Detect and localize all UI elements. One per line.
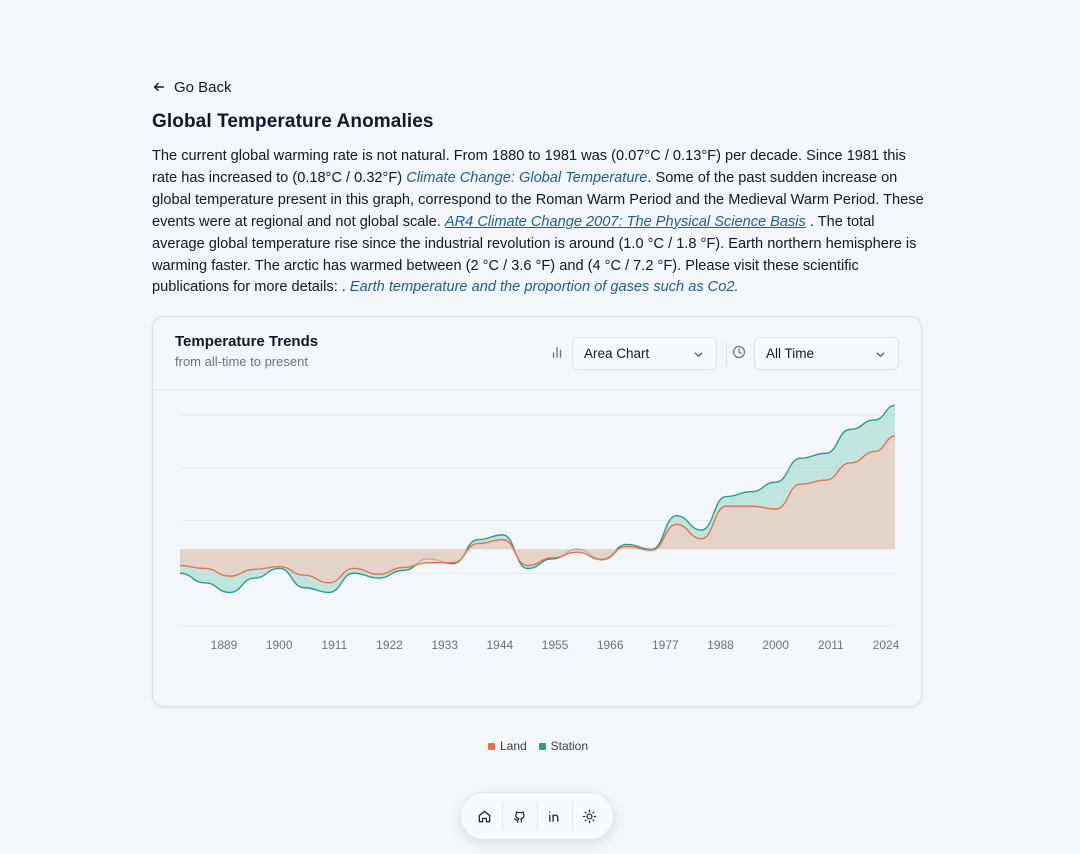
x-tick-label: 1944 (486, 638, 514, 652)
x-tick-label: 1911 (321, 638, 348, 652)
legend-label-land: Land (499, 739, 527, 753)
legend-item-land[interactable] (488, 739, 527, 753)
chart-legend (153, 739, 923, 753)
go-back-label: Go Back (174, 78, 232, 96)
chevron-down-icon (693, 349, 704, 360)
linkedin-icon (547, 809, 562, 824)
description-paragraph (152, 146, 924, 299)
x-tick-label: 1933 (431, 638, 459, 652)
x-tick-label: 1889 (210, 638, 238, 652)
linkedin-button[interactable] (541, 802, 569, 830)
description-text-1: The current global warming rate is not natural. From 1880 to 1981 was (0.07°C / 0.13°F) per decade. Since 1981 this rate has increased to (0.18°C / 0.32°F) (152, 148, 906, 186)
bar-chart-icon (550, 345, 564, 359)
card-header (153, 317, 921, 390)
link-earth-temperature-co2[interactable]: Earth temperature and the proportion of gases such as Co2. (349, 279, 739, 296)
github-button[interactable] (506, 802, 534, 830)
chart-type-select-value: Area Chart (584, 346, 650, 361)
period-select[interactable] (754, 337, 899, 370)
legend-swatch-land (488, 743, 495, 750)
x-tick-label: 1988 (707, 638, 734, 652)
go-back-link[interactable] (152, 76, 232, 98)
card-title: Temperature Trends (175, 333, 319, 350)
temperature-trends-card (152, 316, 922, 753)
legend-item-station[interactable] (539, 739, 588, 753)
page-title: Global Temperature Anomalies (152, 111, 434, 132)
dock-divider (502, 801, 503, 831)
x-tick-label: 1966 (596, 638, 624, 652)
sun-icon (582, 809, 597, 824)
main-content (152, 76, 924, 299)
chevron-down-icon (875, 349, 886, 360)
chart-area (153, 391, 923, 753)
period-select-value: All Time (766, 346, 815, 361)
series-area-land (180, 436, 895, 583)
x-tick-label: 2000 (762, 638, 790, 652)
x-tick-label: 1900 (265, 638, 293, 652)
x-tick-label: 1922 (376, 638, 403, 652)
github-icon (512, 809, 527, 824)
clock-icon (732, 345, 746, 359)
description-text-2: . Some of the past sudden increase on global temperature present in this graph, correspond to the Roman Warm Period and the Medieval Warm Period. These events were at regional and not global scale. (152, 169, 924, 230)
bottom-dock (460, 792, 614, 840)
controls-divider (726, 343, 727, 367)
legend-label-station: Station (550, 739, 589, 753)
x-tick-label: 2024 (872, 638, 900, 652)
x-tick-label: 1977 (651, 638, 679, 652)
link-ar4-climate-change-2007[interactable]: AR4 Climate Change 2007: The Physical Science Basis (444, 213, 806, 230)
x-tick-label: 1955 (541, 638, 569, 652)
arrow-left-icon (152, 80, 166, 94)
theme-toggle-button[interactable] (576, 802, 604, 830)
chart-type-select[interactable] (572, 337, 717, 370)
x-tick-label: 2011 (817, 638, 844, 652)
dock-divider (572, 801, 573, 831)
link-climate-change-global-temperature[interactable]: Climate Change: Global Temperature (406, 169, 648, 186)
home-button[interactable] (471, 802, 499, 830)
home-icon (477, 809, 492, 824)
dock-divider (537, 801, 538, 831)
legend-swatch-station (539, 743, 546, 750)
card-subtitle: from all-time to present (175, 354, 308, 369)
description-text-3: . The total average global temperature rise since the industrial revolution is around (1.0 °C / 1.8 °F). Earth northern hemisphere is warming faster. The arctic has warmed between (2 °C / 3.6 °F) and (4 °C / 7.2 °F). Please visit these scientific publications for more details: . (152, 213, 917, 296)
temperature-area-chart (153, 391, 923, 691)
